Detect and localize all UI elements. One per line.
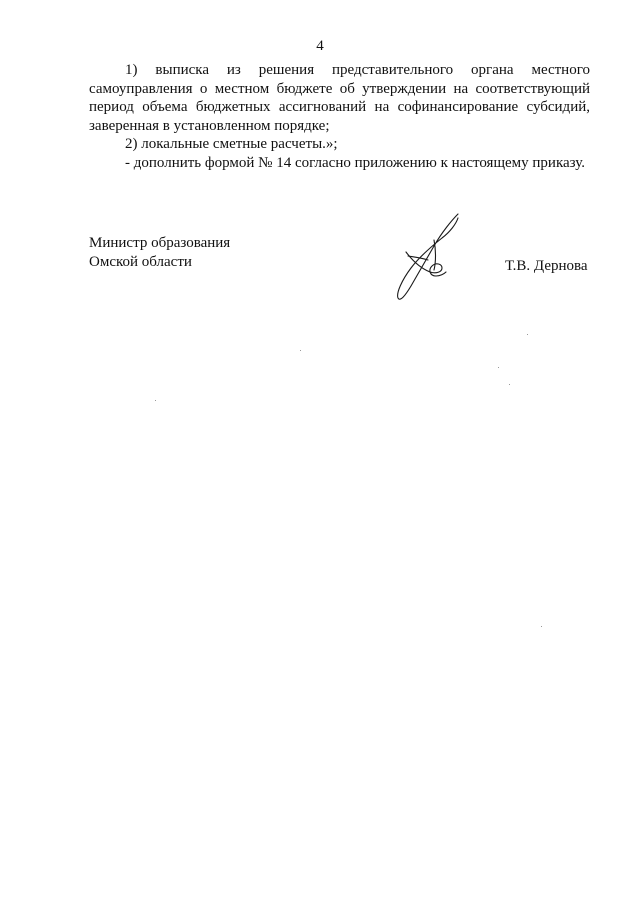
signature-icon — [378, 210, 478, 310]
scan-speck — [300, 350, 301, 351]
page-number: 4 — [316, 38, 324, 54]
scan-speck — [498, 367, 499, 368]
scan-speck — [155, 400, 156, 401]
signer-title-line-1: Министр образования — [89, 235, 231, 251]
signer-title-line-2: Омской области — [89, 253, 192, 270]
paragraph-item-2: 2) локальные сметные расчеты.»; — [125, 136, 338, 153]
paragraph-item-3: - дополнить формой № 14 согласно приложению к настоящему приказу. — [125, 154, 586, 171]
body-text — [89, 61, 590, 173]
scan-speck — [509, 384, 510, 385]
paragraph-item-1: 1) выписка из решения представительного органа местного самоуправления о местном бюджете об утверждении на соответствующий период объема бюджетных ассигнований на софинансирование субсидий, заверенная в установленном порядке; — [89, 62, 590, 134]
scan-speck — [527, 334, 528, 335]
scan-speck — [541, 626, 542, 627]
signature-block — [89, 234, 230, 271]
signer-name: Т.В. Дернова — [505, 258, 588, 274]
